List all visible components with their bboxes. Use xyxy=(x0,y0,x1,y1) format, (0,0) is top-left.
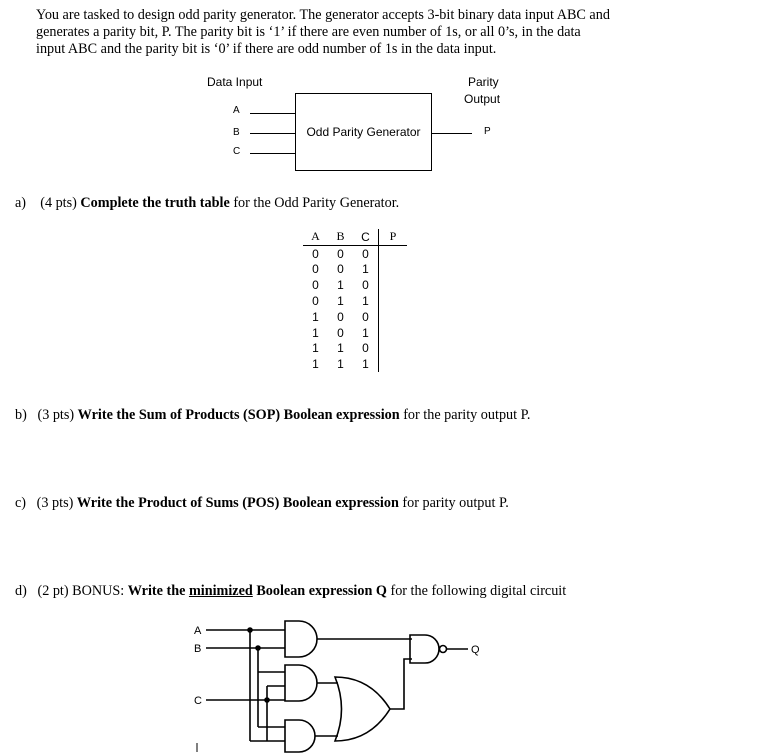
truth-cell: 1 xyxy=(337,357,344,372)
truth-cell: 1 xyxy=(353,293,379,309)
question-d-bold-2: Boolean expression Q xyxy=(252,583,387,599)
question-d-rest: for the following digital circuit xyxy=(386,583,567,599)
truth-cell: 0 xyxy=(353,277,379,293)
question-b-label: b) xyxy=(15,407,27,423)
truth-table-row xyxy=(303,341,407,357)
truth-cell: 1 xyxy=(337,341,344,356)
question-c-label: c) xyxy=(15,495,27,511)
question-a-rest: for the Odd Parity Generator. xyxy=(229,195,400,211)
junction-dot xyxy=(256,646,260,650)
parity-answer-cell[interactable] xyxy=(379,262,408,278)
truth-cell: 1 xyxy=(353,325,379,341)
and-gate-1 xyxy=(285,621,317,657)
question-a-points: (4 pts) xyxy=(40,195,77,211)
truth-cell: 1 xyxy=(353,356,379,372)
parity-answer-cell[interactable] xyxy=(379,277,408,293)
truth-table-header-row xyxy=(303,229,407,245)
truth-cell: 0 xyxy=(337,325,344,340)
truth-header-b: B xyxy=(328,229,353,245)
parity-output-label-line1: Parity xyxy=(468,75,499,89)
truth-cell: 1 xyxy=(312,341,319,356)
truth-header-c: C xyxy=(353,229,379,245)
output-label-p: P xyxy=(484,126,491,137)
truth-cell: 0 xyxy=(312,278,319,293)
truth-table-row xyxy=(303,293,407,309)
truth-cell: 0 xyxy=(337,309,344,324)
question-d-prefix: (2 pt) BONUS: xyxy=(37,583,128,599)
parity-answer-cell[interactable] xyxy=(379,341,408,357)
and-gate-3 xyxy=(285,720,315,752)
truth-table-row xyxy=(303,262,407,278)
truth-table-row xyxy=(303,325,407,341)
parity-output-label-line2: Output xyxy=(464,92,501,106)
parity-answer-cell[interactable] xyxy=(379,309,408,325)
question-c-rest: for parity output P. xyxy=(398,495,509,511)
question-b-points: (3 pts) xyxy=(37,407,75,423)
odd-parity-generator-block xyxy=(295,93,432,171)
question-d-underlined: minimized xyxy=(188,583,253,599)
parity-answer-cell[interactable] xyxy=(379,245,408,261)
truth-cell: 0 xyxy=(353,341,379,357)
junction-dot xyxy=(265,698,269,702)
block-label: Odd Parity Generator xyxy=(306,125,421,139)
input-label-c: C xyxy=(233,146,241,157)
circuit-output-q: Q xyxy=(471,644,480,656)
output-wire-p xyxy=(432,133,472,134)
or-out xyxy=(390,659,412,709)
question-d xyxy=(15,583,566,600)
or-gate xyxy=(335,677,390,741)
question-b-bold: Write the Sum of Products (SOP) Boolean expression xyxy=(77,407,400,423)
truth-cell: 1 xyxy=(312,357,319,372)
truth-cell: 0 xyxy=(353,245,379,261)
truth-cell: 0 xyxy=(312,246,319,261)
input-label-b: B xyxy=(233,127,240,138)
truth-cell: 1 xyxy=(353,262,379,278)
and-gate-2 xyxy=(285,665,317,701)
intro-line-1: You are tasked to design odd parity generator. The generator accepts 3-bit binary data input ABC and xyxy=(36,7,610,23)
question-d-bold-1: Write the xyxy=(127,583,189,599)
truth-cell: 0 xyxy=(337,262,344,277)
truth-header-a: A xyxy=(303,229,328,245)
circuit-input-a: A xyxy=(194,625,202,637)
question-a-bold: Complete the truth table xyxy=(80,195,230,211)
intro-line-3: input ABC and the parity bit is ‘0’ if there are odd number of 1s in the data input. xyxy=(36,41,497,58)
truth-cell: 0 xyxy=(312,294,319,309)
question-b-rest: for the parity output P. xyxy=(399,407,531,423)
circuit-input-b: B xyxy=(194,643,202,655)
question-a xyxy=(15,195,399,212)
truth-cell: 1 xyxy=(337,278,344,293)
question-d-label: d) xyxy=(15,583,27,599)
truth-cell: 1 xyxy=(312,309,319,324)
truth-cell: 1 xyxy=(312,325,319,340)
question-b xyxy=(15,407,530,424)
question-c-bold: Write the Product of Sums (POS) Boolean expression xyxy=(76,495,399,511)
truth-table-row xyxy=(303,277,407,293)
truth-cell: 1 xyxy=(337,294,344,309)
truth-cell: 0 xyxy=(337,246,344,261)
truth-table-row xyxy=(303,356,407,372)
intro-paragraph xyxy=(36,7,676,59)
logic-circuit xyxy=(190,617,500,755)
circuit-input-c: C xyxy=(194,695,202,707)
nand-gate xyxy=(410,635,439,663)
input-wire-c xyxy=(250,153,295,154)
question-a-label: a) xyxy=(15,195,27,211)
data-input-label: Data Input xyxy=(207,75,263,89)
truth-table-row xyxy=(303,245,407,261)
input-label-a: A xyxy=(233,105,240,116)
truth-cell: 0 xyxy=(312,262,319,277)
parity-answer-cell[interactable] xyxy=(379,325,408,341)
question-c-points: (3 pts) xyxy=(36,495,74,511)
parity-answer-cell[interactable] xyxy=(379,356,408,372)
truth-cell: 0 xyxy=(353,309,379,325)
input-wire-a xyxy=(250,113,295,114)
parity-answer-cell[interactable] xyxy=(379,293,408,309)
truth-header-p: P xyxy=(379,229,408,245)
input-wire-b xyxy=(250,133,295,134)
intro-line-2: generates a parity bit, P. The parity bit is ‘1’ if there are even number of 1s, or all 0’s, in the data xyxy=(36,24,581,41)
junction-dot xyxy=(248,628,252,632)
truth-table xyxy=(303,229,407,372)
nand-bubble xyxy=(440,646,447,653)
question-c xyxy=(15,495,509,512)
truth-table-row xyxy=(303,309,407,325)
